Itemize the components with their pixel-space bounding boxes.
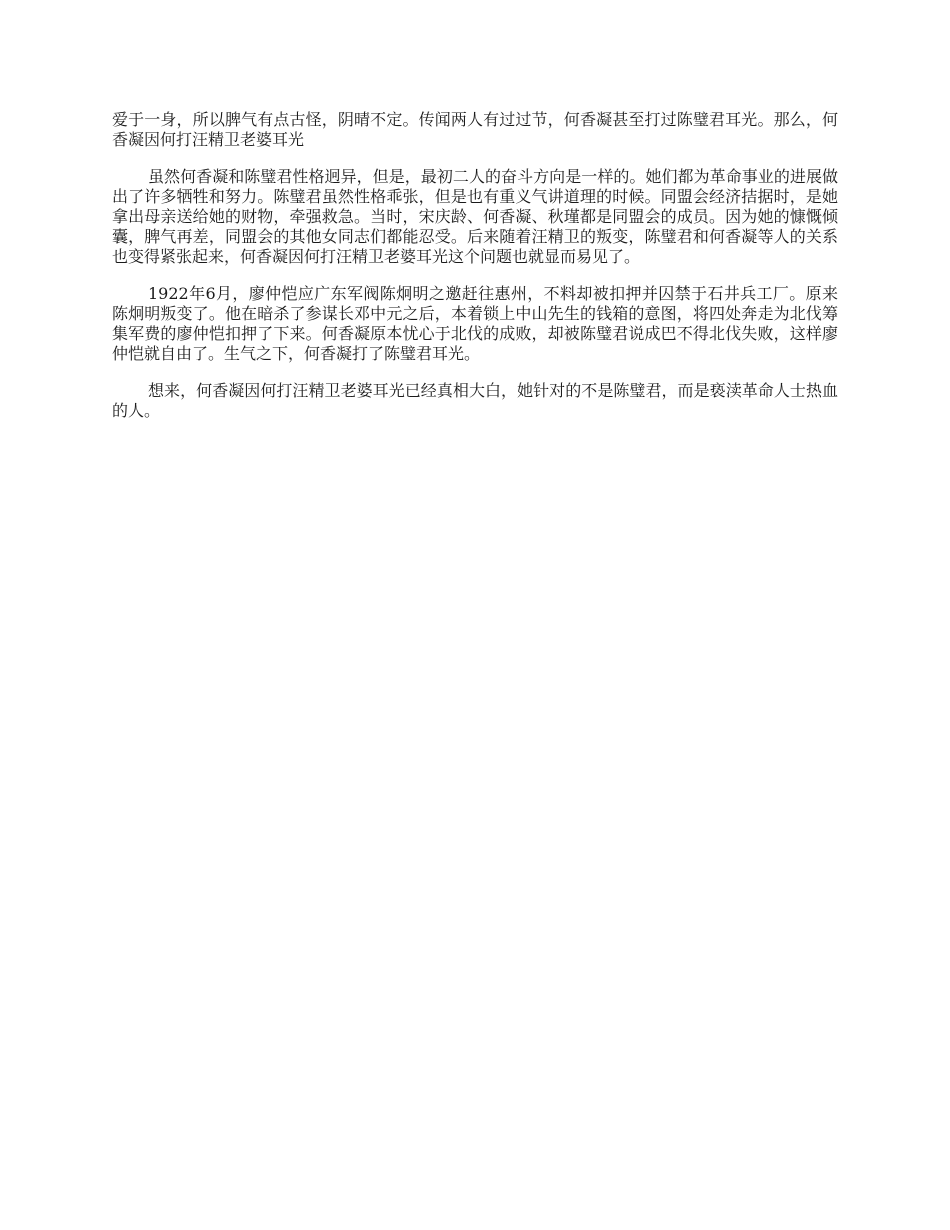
paragraph-3: 1922年6月，廖仲恺应广东军阀陈炯明之邀赶往惠州，不料却被扣押并囚禁于石井兵工厂。原来陈炯明叛变了。他在暗杀了参谋长邓中元之后，本着锁上中山先生的钱箱的意图，将四处奔走为北伐筹集军费的廖仲恺扣押了下来。何香凝原本忧心于北伐的成败，却被陈璧君说成巴不得北伐失败，这样廖仲恺就自由了。生气之下，何香凝打了陈璧君耳光。 <box>112 284 838 363</box>
paragraph-1: 爱于一身，所以脾气有点古怪，阴晴不定。传闻两人有过过节，何香凝甚至打过陈璧君耳光。那么，何香凝因何打汪精卫老婆耳光 <box>112 110 838 149</box>
paragraph-2: 虽然何香凝和陈璧君性格迥异，但是，最初二人的奋斗方向是一样的。她们都为革命事业的进展做出了许多牺牲和努力。陈璧君虽然性格乖张，但是也有重义气讲道理的时候。同盟会经济拮据时，是她拿出母亲送给她的财物，牵强救急。当时，宋庆龄、何香凝、秋瑾都是同盟会的成员。因为她的慷慨倾囊，脾气再差，同盟会的其他女同志们都能忍受。后来随着汪精卫的叛变，陈璧君和何香凝等人的关系也变得紧张起来，何香凝因何打汪精卫老婆耳光这个问题也就显而易见了。 <box>112 167 838 266</box>
document-body <box>112 110 838 438</box>
paragraph-4: 想来，何香凝因何打汪精卫老婆耳光已经真相大白，她针对的不是陈璧君，而是亵渎革命人士热血的人。 <box>112 381 838 420</box>
